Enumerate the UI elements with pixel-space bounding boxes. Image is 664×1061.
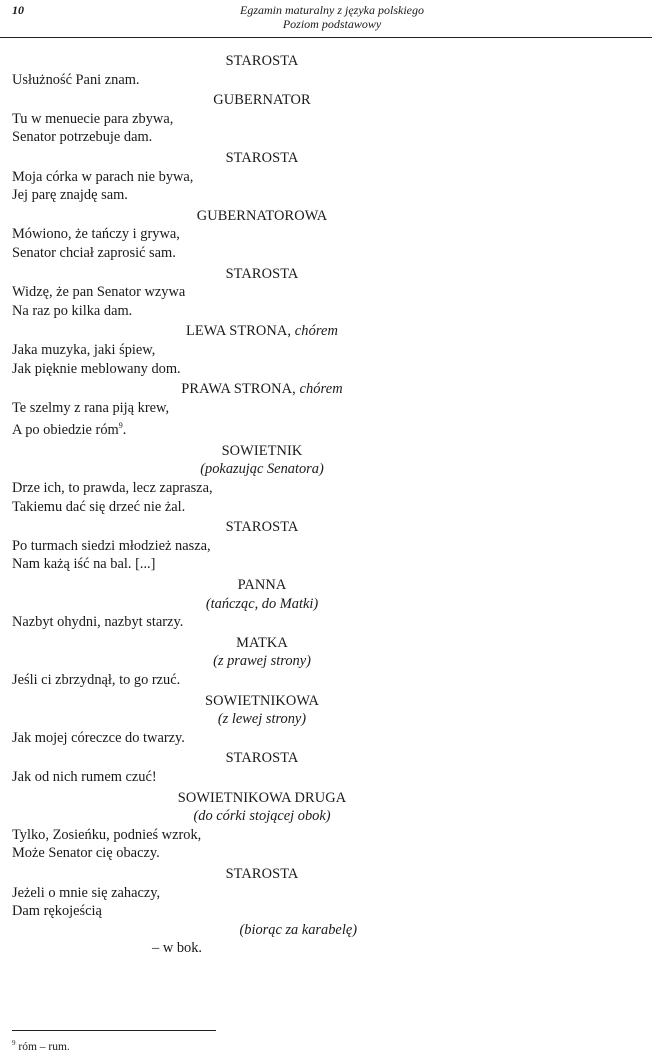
speaker-label: SOWIETNIKOWA (205, 692, 319, 709)
verse-punctuation: . (122, 422, 127, 439)
speaker-label: STAROSTA (225, 519, 299, 536)
header-divider (0, 37, 652, 38)
drama-text (12, 52, 652, 958)
verse-line (12, 71, 652, 90)
verse-line (12, 283, 652, 302)
verse-line (12, 902, 652, 921)
verse-line (12, 399, 652, 418)
stage-direction: (tańcząc, do Matki) (205, 595, 319, 612)
stage-direction: (z lewej strony) (217, 711, 307, 728)
verse-text: Senator potrzebuje dam. (12, 129, 153, 146)
verse-text: Jak pięknie meblowany dom. (12, 360, 181, 377)
verse-line (12, 417, 652, 440)
speaker-label: SOWIETNIK (221, 442, 303, 459)
verse-line (12, 884, 652, 903)
verse-text: Jaka muzyka, jaki śpiew, (12, 341, 156, 358)
verse-text: Moja córka w parach nie bywa, (12, 168, 194, 185)
stage-direction: (pokazując Senatora) (200, 461, 324, 478)
speaker-name (12, 207, 512, 226)
speaker-name (12, 91, 512, 110)
speaker-label: STAROSTA (225, 149, 299, 166)
speaker-label: PRAWA STRONA, (181, 381, 300, 398)
verse-text: A po obiedzie róm (12, 422, 119, 439)
verse-text: Na raz po kilka dam. (12, 302, 133, 319)
verse-text: Jak od nich rumem czuć! (12, 768, 157, 785)
speaker-name (12, 265, 512, 284)
speaker-name (12, 576, 512, 595)
footnote-number: 9 (12, 1039, 16, 1047)
verse-line (12, 768, 652, 787)
speaker-name (12, 865, 512, 884)
verse-line (12, 537, 652, 556)
verse-text: Widzę, że pan Senator wzywa (12, 284, 186, 301)
verse-line (12, 225, 652, 244)
speaker-name (12, 322, 512, 341)
verse-text: Mówiono, że tańczy i grywa, (12, 226, 180, 243)
verse-text: Jeśli ci zbrzydnął, to go rzuć. (12, 672, 181, 688)
page-header (12, 3, 652, 37)
speaker-name (12, 518, 512, 537)
speaker-name (12, 149, 512, 168)
verse-line (12, 498, 652, 517)
speaker-label: STAROSTA (225, 265, 299, 282)
speaker-label: GUBERNATOROWA (196, 207, 328, 224)
verse-text: Może Senator cię obaczy. (12, 845, 160, 862)
verse-line (12, 479, 652, 498)
speaker-direction: chórem (299, 381, 343, 398)
footnote (12, 1039, 70, 1053)
verse-text: Nazbyt ohydni, nazbyt starzy. (12, 614, 184, 631)
verse-line (12, 302, 652, 321)
speaker-name (12, 789, 512, 808)
verse-text: Jak mojej córeczce do twarzy. (12, 729, 185, 746)
footnote-text: róm – rum. (18, 1041, 70, 1053)
speaker-label: STAROSTA (225, 750, 299, 767)
verse-line (12, 844, 652, 863)
speaker-direction: chórem (294, 323, 339, 340)
verse-text: Senator chciał zaprosić sam. (12, 244, 176, 261)
verse-text: Takiemu dać się drzeć nie żal. (12, 498, 186, 515)
verse-line: – w bok. (152, 940, 202, 957)
header-subtitle: Poziom podstawowy (282, 17, 382, 31)
speaker-name (12, 442, 512, 461)
speaker-label: STAROSTA (225, 865, 299, 882)
verse-line (12, 244, 652, 263)
footnote-divider (12, 1030, 216, 1031)
speaker-label: SOWIETNIKOWA DRUGA (177, 789, 347, 806)
verse-line (12, 186, 652, 205)
header-title: Egzamin maturalny z języka polskiego (240, 3, 424, 17)
verse-line (12, 128, 652, 147)
verse-line (12, 110, 652, 129)
speaker-label: STAROSTA (225, 53, 299, 69)
speaker-name (12, 634, 512, 653)
verse-text: Nam każą iść na bal. [...] (12, 556, 156, 573)
verse-line (12, 555, 652, 574)
verse-text: Dam rękojeścią (12, 903, 102, 920)
verse-line (12, 360, 652, 379)
speaker-label: GUBERNATOR (213, 92, 311, 109)
verse-line (12, 341, 652, 360)
stage-direction: (do córki stojącej obok) (193, 808, 331, 825)
speaker-name (12, 692, 512, 711)
verse-line (12, 671, 652, 690)
speaker-name (12, 749, 512, 768)
verse-text: Jeżeli o mnie się zahaczy, (12, 884, 161, 901)
page-number: 10 (12, 3, 24, 17)
verse-text: Jej parę znajdę sam. (12, 187, 128, 204)
verse-text: Po turmach siedzi młodzież nasza, (12, 537, 211, 554)
verse-line (12, 168, 652, 187)
verse-line (12, 613, 652, 632)
stage-direction: (z prawej strony) (213, 653, 311, 670)
verse-text: Te szelmy z rana piją krew, (12, 399, 170, 416)
verse-text: Usłużność Pani znam. (12, 71, 140, 88)
verse-text: Tylko, Zosieńku, podnieś wzrok, (12, 826, 202, 843)
speaker-name (12, 52, 512, 71)
speaker-label: PANNA (237, 577, 287, 594)
verse-text: Tu w menuecie para zbywa, (12, 110, 174, 127)
verse-line (12, 729, 652, 748)
speaker-name (12, 380, 512, 399)
speaker-label: LEWA STRONA, (185, 323, 295, 340)
verse-line (12, 826, 652, 845)
speaker-label: MATKA (236, 634, 288, 651)
footnote-marker: 9 (118, 421, 123, 431)
verse-text: Drze ich, to prawda, lecz zaprasza, (12, 480, 213, 497)
stage-direction: (biorąc za karabelę) (239, 921, 357, 938)
